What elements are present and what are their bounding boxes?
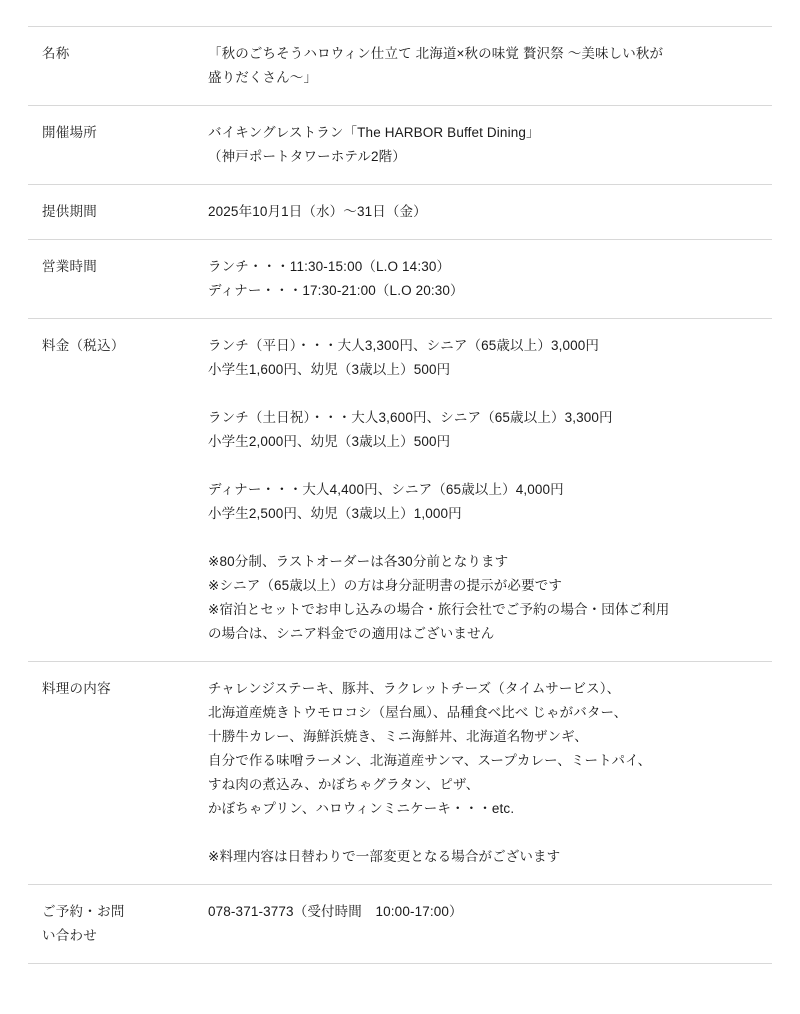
row-value xyxy=(186,662,772,885)
row-label xyxy=(28,885,186,964)
row-value-line: ディナー・・・17:30-21:00（L.O 20:30） xyxy=(208,283,464,299)
row-value xyxy=(186,885,772,964)
row-value-line: ※80分制、ラストオーダーは各30分前となります xyxy=(208,554,509,570)
row-value-line: 盛りだくさん〜」 xyxy=(208,70,318,86)
row-label xyxy=(28,185,186,240)
table-row xyxy=(28,106,772,185)
row-value-line: ※シニア（65歳以上）の方は身分証明書の提示が必要です xyxy=(208,578,562,594)
row-value xyxy=(186,106,772,185)
table-row xyxy=(28,27,772,106)
row-value-line: ※宿泊とセットでお申し込みの場合・旅行会社でご予約の場合・団体ご利用 xyxy=(208,602,670,618)
row-label-line: 料理の内容 xyxy=(42,681,111,697)
row-value-line: すね肉の煮込み、かぼちゃグラタン、ピザ、 xyxy=(208,777,480,793)
row-label-line: 料金（税込） xyxy=(42,338,125,354)
event-info-table xyxy=(28,26,772,964)
row-value-line: ランチ・・・11:30-15:00（L.O 14:30） xyxy=(208,259,451,275)
row-label xyxy=(28,27,186,106)
row-label xyxy=(28,662,186,885)
row-label xyxy=(28,240,186,319)
spacer-line xyxy=(208,821,760,845)
row-value-line: かぼちゃプリン、ハロウィンミニケーキ・・・etc. xyxy=(208,801,515,817)
table-body xyxy=(28,27,772,964)
row-value-line: ※料理内容は日替わりで一部変更となる場合がございます xyxy=(208,849,561,865)
row-label xyxy=(28,106,186,185)
row-value-line: ランチ（土日祝）・・・大人3,600円、シニア（65歳以上）3,300円 xyxy=(208,410,613,426)
row-label-line: い合わせ xyxy=(42,928,98,944)
row-value-line: 078-371-3773（受付時間 10:00-17:00） xyxy=(208,904,463,920)
table-row xyxy=(28,662,772,885)
row-value xyxy=(186,319,772,662)
row-value-line: 小学生2,000円、幼児（3歳以上）500円 xyxy=(208,434,451,450)
row-value-line: チャレンジステーキ、豚丼、ラクレットチーズ（タイムサービス）、 xyxy=(208,681,621,697)
spacer-line xyxy=(208,526,760,550)
row-label-line: 提供期間 xyxy=(42,204,98,220)
row-value xyxy=(186,185,772,240)
row-value-line: 小学生2,500円、幼児（3歳以上）1,000円 xyxy=(208,506,462,522)
table-row xyxy=(28,240,772,319)
row-value-line: の場合は、シニア料金での適用はございません xyxy=(208,626,495,642)
row-value-line: 「秋のごちそうハロウィン仕立て 北海道×秋の味覚 贅沢祭 〜美味しい秋が xyxy=(208,46,664,61)
row-value-line: 北海道産焼きトウモロコシ（屋台風）、品種食べ比べ じゃがバター、 xyxy=(208,705,628,721)
row-value-line: ランチ（平日）・・・大人3,300円、シニア（65歳以上）3,000円 xyxy=(208,338,600,354)
row-value-line: ディナー・・・大人4,400円、シニア（65歳以上）4,000円 xyxy=(208,482,564,498)
row-value-line: 小学生1,600円、幼児（3歳以上）500円 xyxy=(208,362,451,378)
table-row xyxy=(28,185,772,240)
row-value-line: （神戸ポートタワーホテル2階） xyxy=(208,149,406,165)
row-value-line: 十勝牛カレー、海鮮浜焼き、ミニ海鮮丼、北海道名物ザンギ、 xyxy=(208,729,588,745)
row-label-line: 営業時間 xyxy=(42,259,98,275)
row-value-line: 自分で作る味噌ラーメン、北海道産サンマ、スープカレー、ミートパイ、 xyxy=(208,753,652,769)
row-value xyxy=(186,27,772,106)
table-row xyxy=(28,885,772,964)
row-label-line: 開催場所 xyxy=(42,125,98,141)
row-value xyxy=(186,240,772,319)
row-label-line: 名称 xyxy=(42,46,70,61)
table-row xyxy=(28,319,772,662)
row-value-line: バイキングレストラン「The HARBOR Buffet Dining」 xyxy=(208,125,540,141)
row-label-line: ご予約・お問 xyxy=(42,904,125,920)
spacer-line xyxy=(208,454,760,478)
row-label xyxy=(28,319,186,662)
spacer-line xyxy=(208,382,760,406)
row-value-line: 2025年10月1日（水）〜31日（金） xyxy=(208,204,427,220)
